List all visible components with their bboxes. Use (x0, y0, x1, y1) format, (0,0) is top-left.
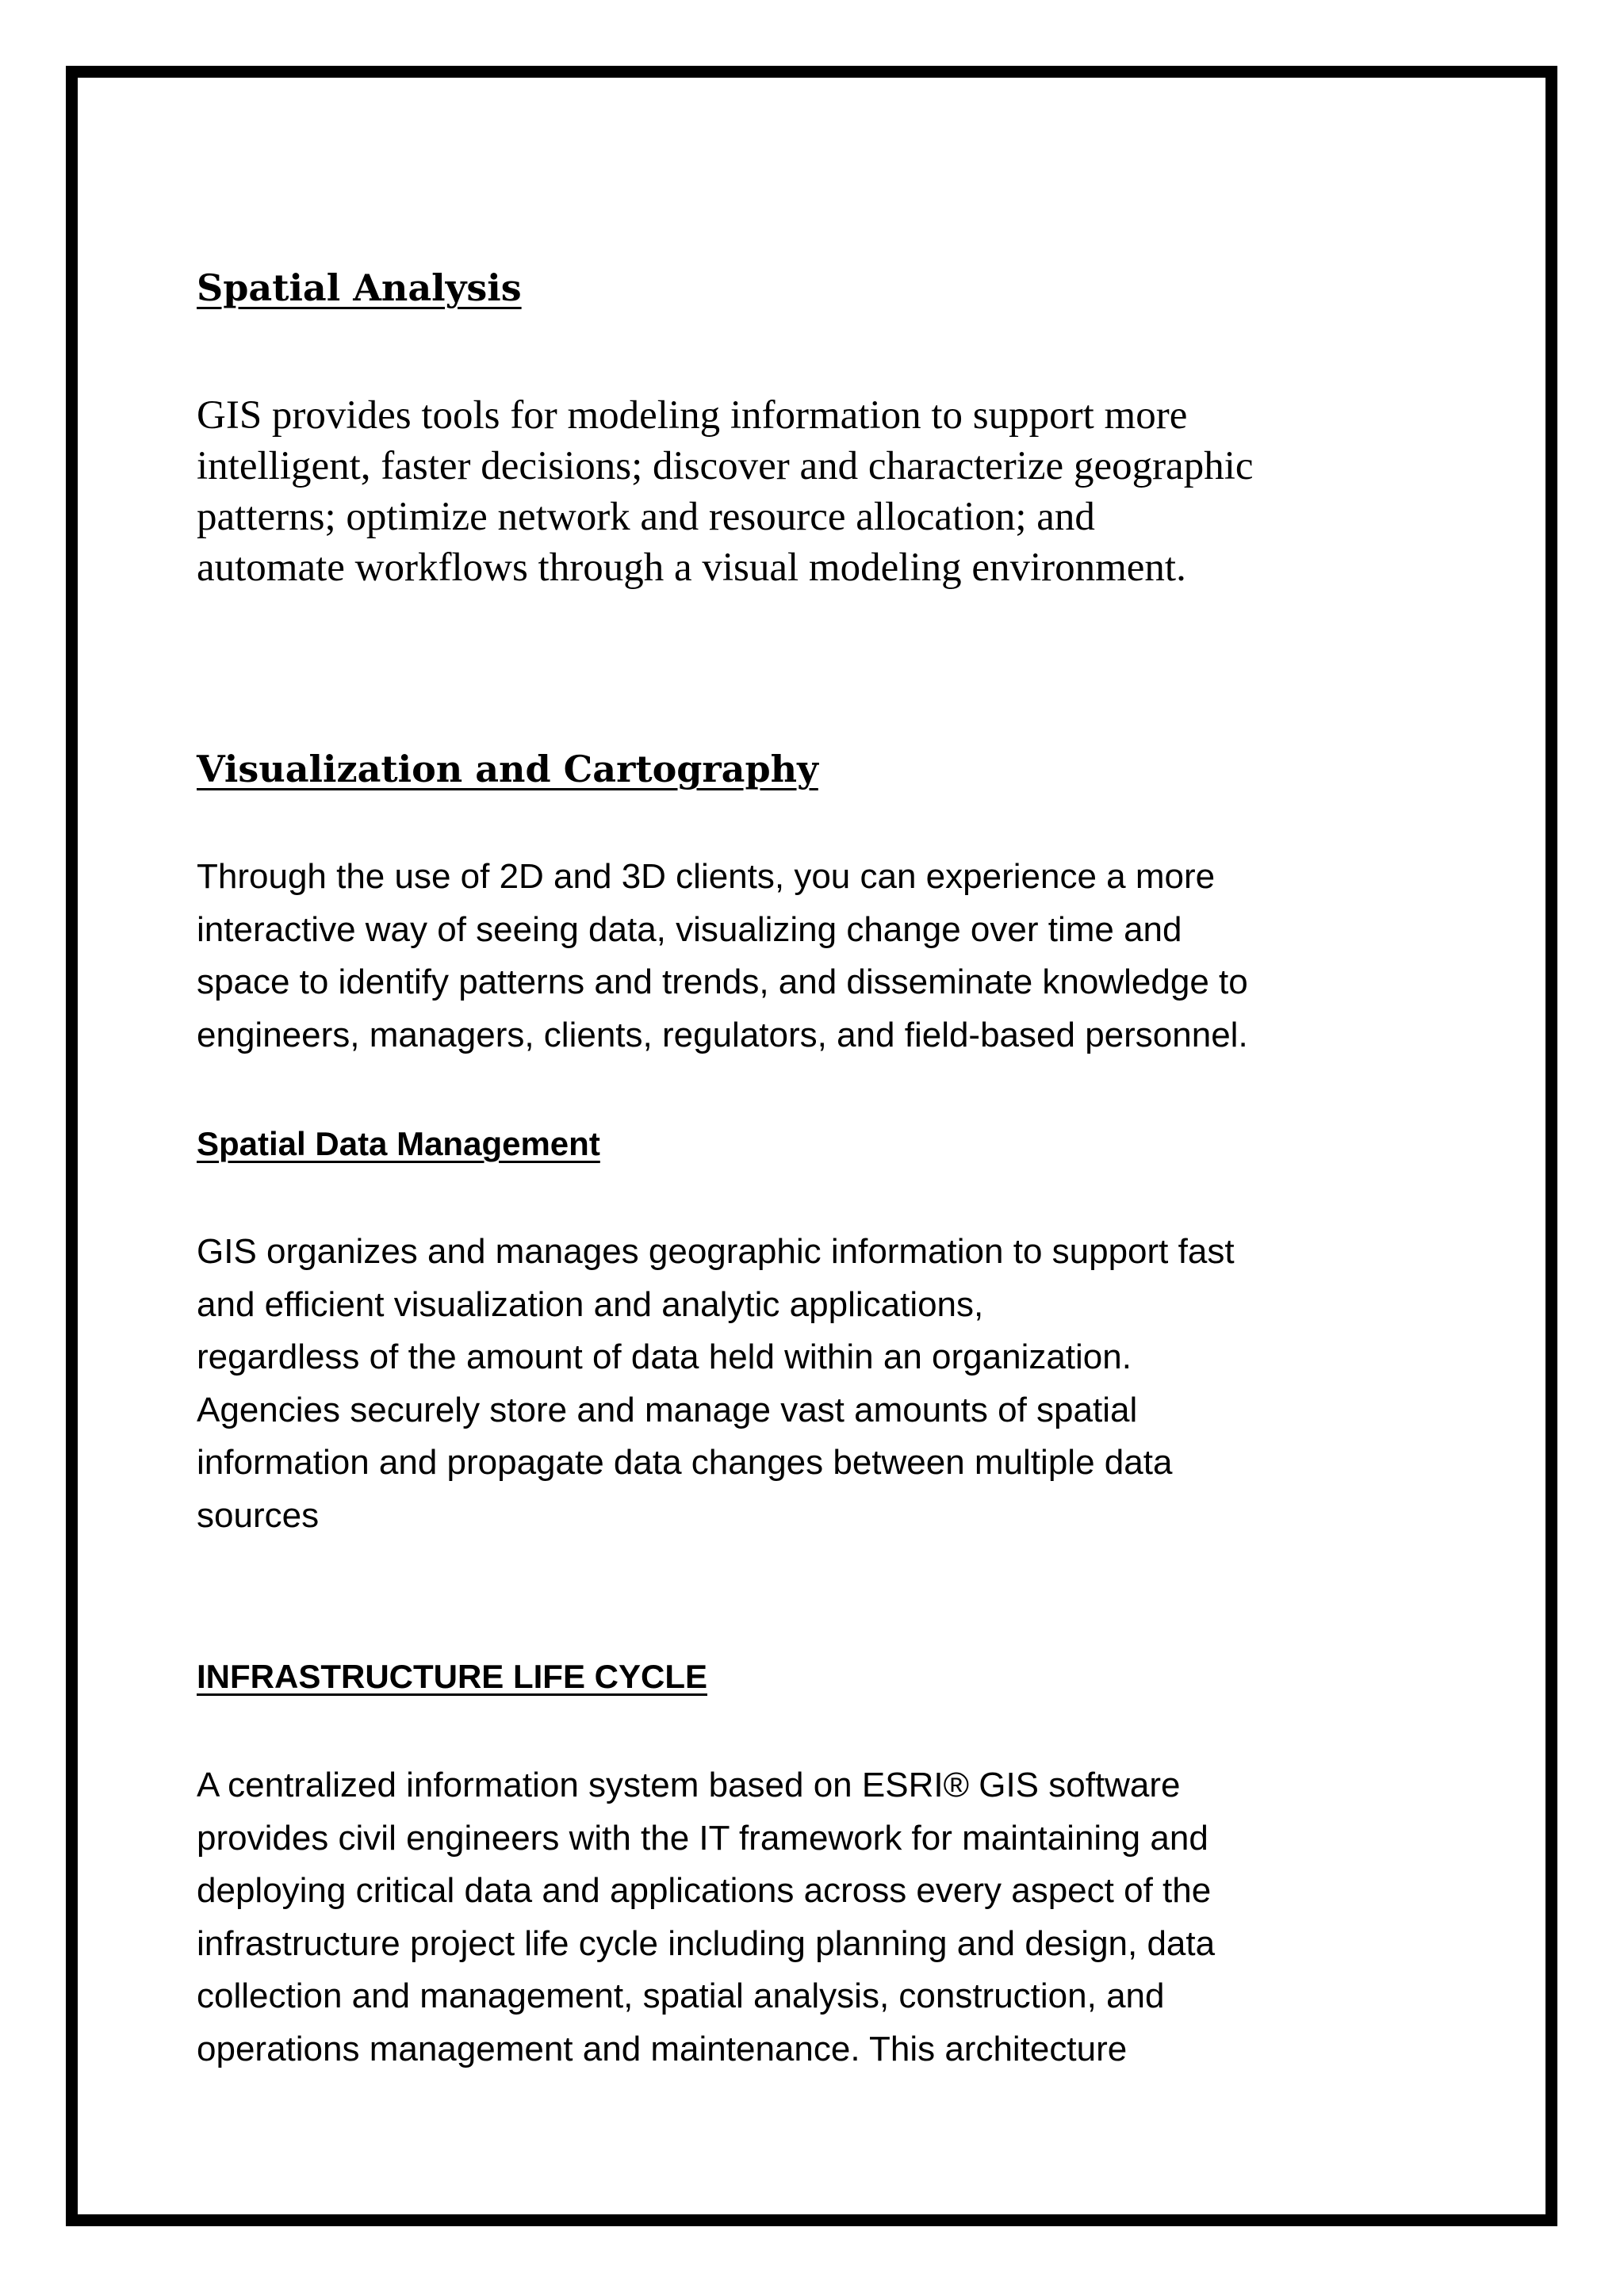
body-line: intelligent, faster decisions; discover and characterize geographic (197, 444, 1254, 488)
section-body-spatial-analysis (197, 390, 1465, 593)
body-line: deploying critical data and applications across every aspect of the (197, 1871, 1212, 1910)
body-line: infrastructure project life cycle including planning and design, data (197, 1923, 1216, 1963)
body-line: regardless of the amount of data held within an organization. (197, 1337, 1132, 1376)
body-line: provides civil engineers with the IT framework for maintaining and (197, 1818, 1208, 1858)
section-heading-spatial-data-management: Spatial Data Management (197, 1125, 600, 1162)
body-line: A centralized information system based on ESRI® GIS software (197, 1766, 1181, 1804)
section-heading-spatial-analysis: Spatial Analysis (197, 266, 522, 309)
body-line: GIS organizes and manages geographic information to support fast (197, 1232, 1235, 1271)
body-line: patterns; optimize network and resource allocation; and (197, 495, 1095, 539)
body-line: engineers, managers, clients, regulators, and field-based personnel. (197, 1015, 1248, 1054)
body-line: interactive way of seeing data, visualizing change over time and (197, 909, 1182, 949)
body-line: operations management and maintenance. This architecture (197, 2029, 1128, 2068)
body-line: and efficient visualization and analytic applications, (197, 1284, 984, 1324)
section-heading-visualization: Visualization and Cartography (197, 748, 818, 790)
body-line: GIS provides tools for modeling information to support more (197, 393, 1188, 438)
body-line: information and propagate data changes between multiple data (197, 1443, 1173, 1482)
section-body-infrastructure-life-cycle (197, 1759, 1481, 2076)
section-body-spatial-data-management (197, 1226, 1481, 1542)
section-heading-infrastructure-life-cycle: INFRASTRUCTURE LIFE CYCLE (197, 1658, 707, 1695)
body-line: automate workflows through a visual modeling environment. (197, 545, 1186, 590)
body-line: collection and management, spatial analysis, construction, and (197, 1976, 1165, 2015)
section-body-visualization (197, 851, 1481, 1062)
body-line: Through the use of 2D and 3D clients, you can experience a more (197, 857, 1216, 896)
body-line: Agencies securely store and manage vast amounts of spatial (197, 1390, 1138, 1429)
body-line: sources (197, 1495, 320, 1535)
body-line: space to identify patterns and trends, and disseminate knowledge to (197, 962, 1248, 1001)
